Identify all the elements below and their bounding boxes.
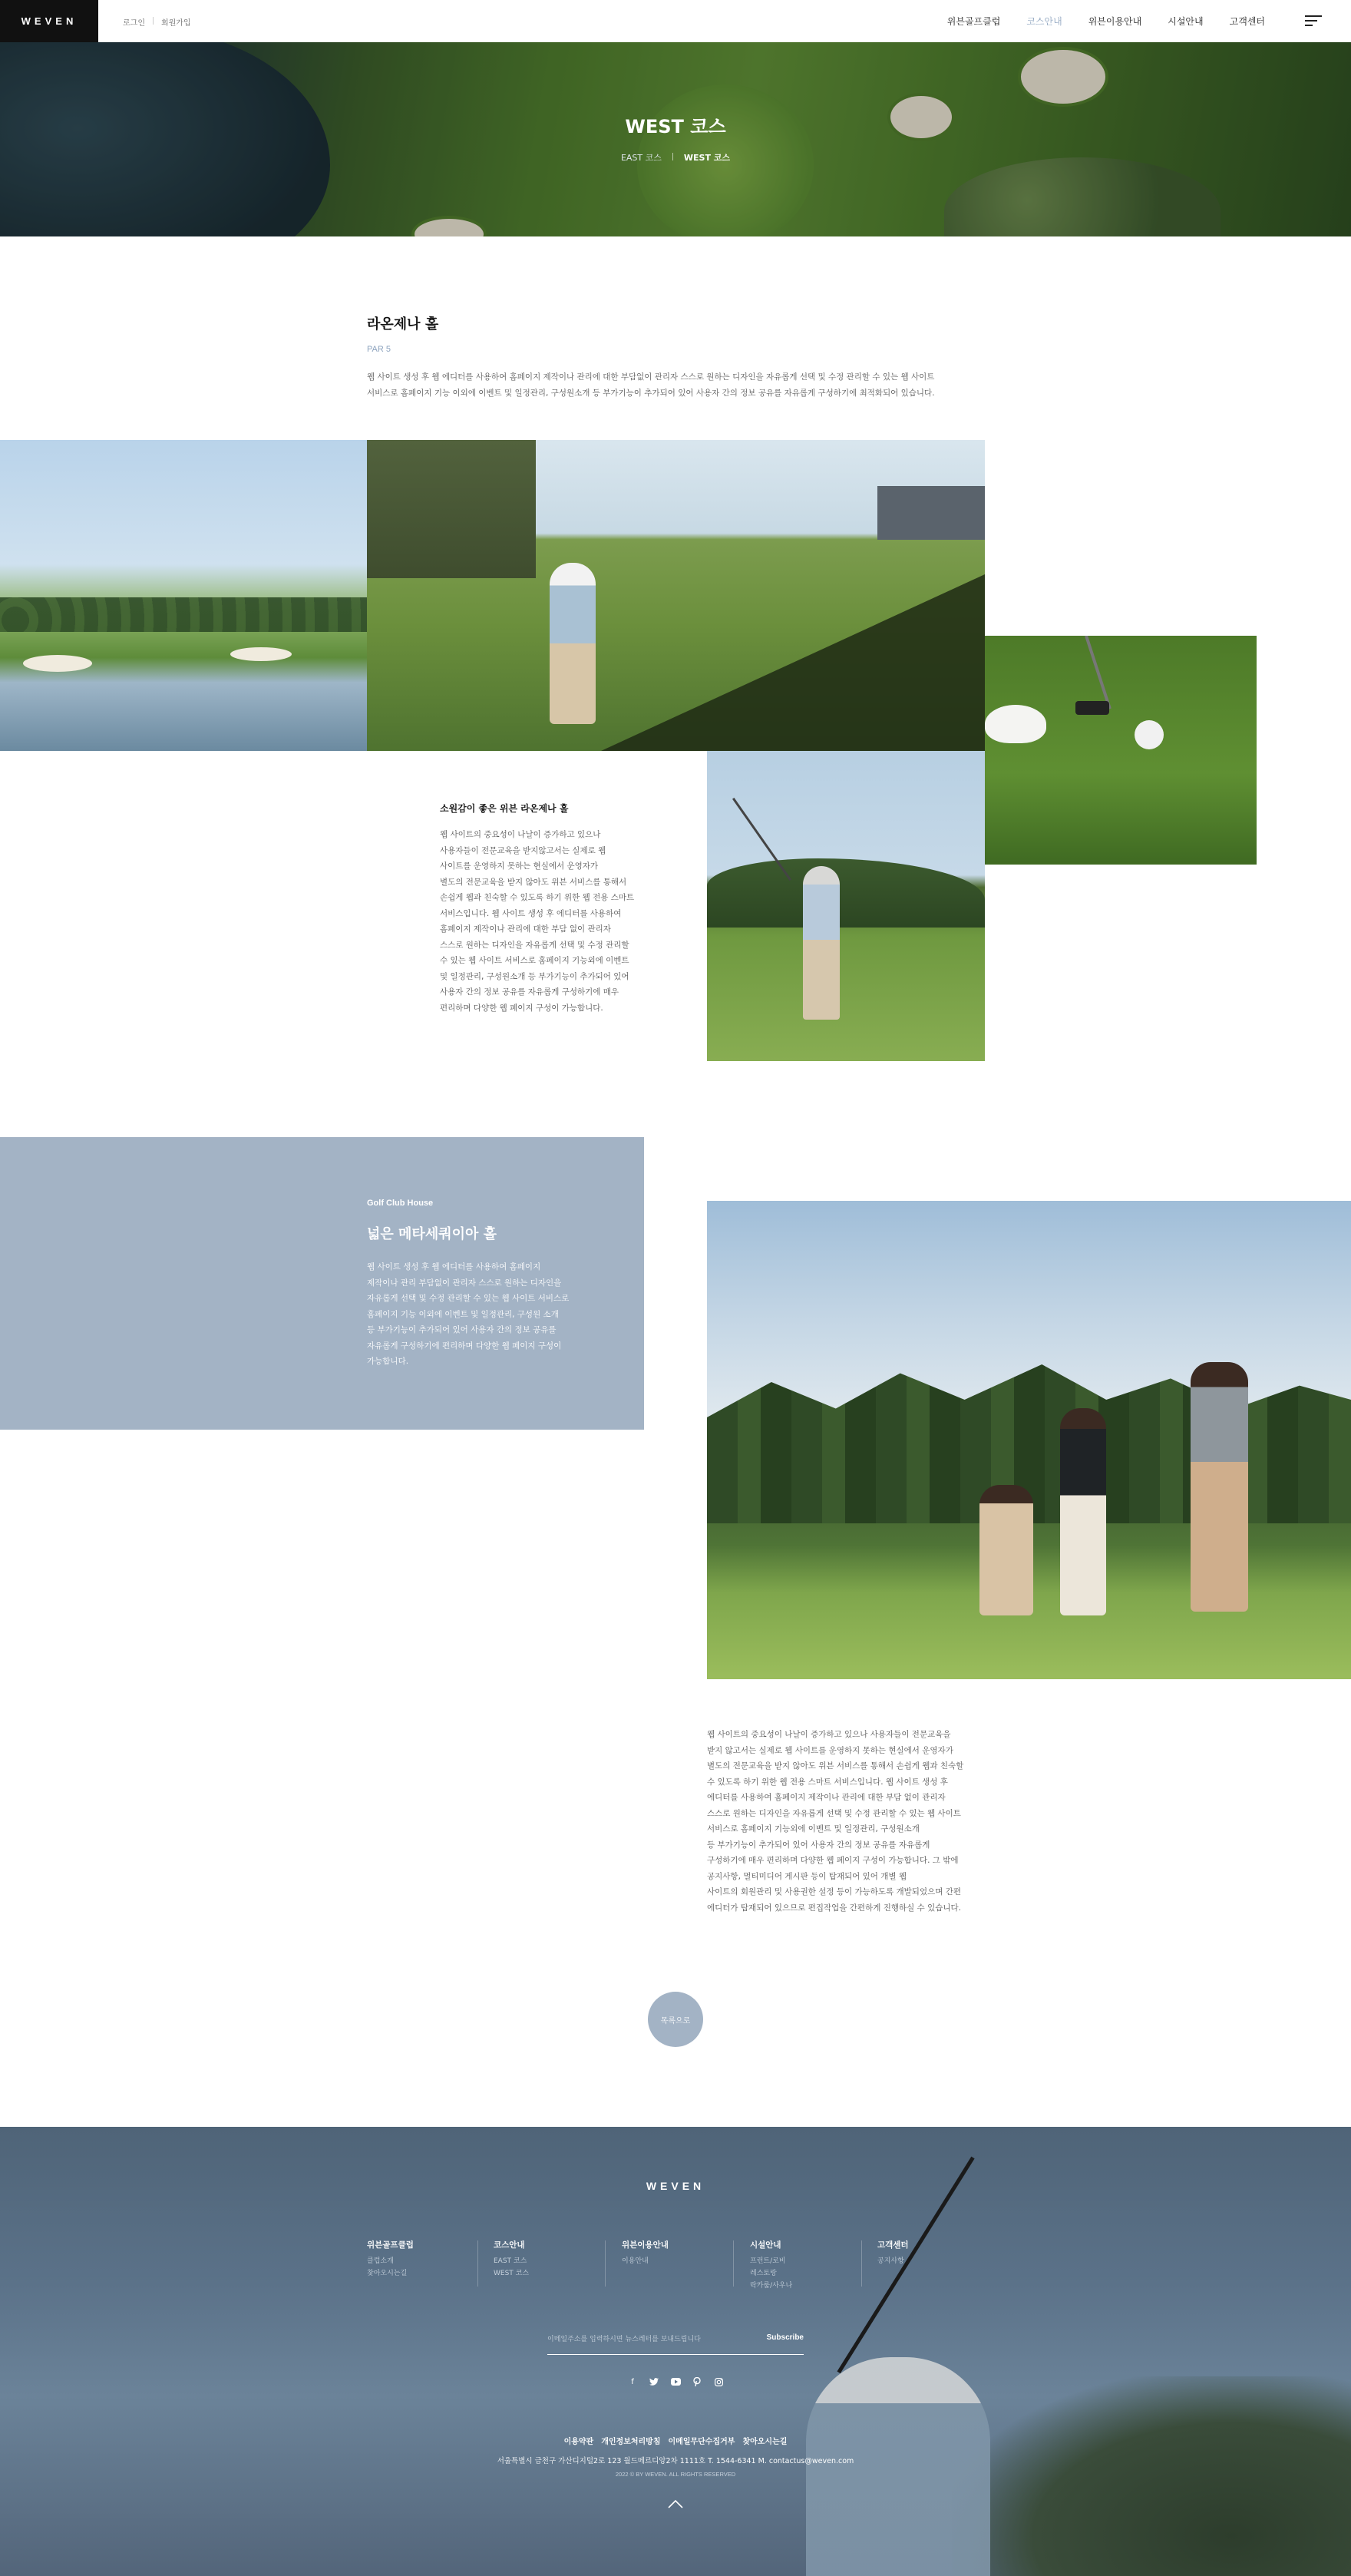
subscribe-button[interactable]: Subscribe: [766, 2333, 804, 2342]
site-logo[interactable]: WEVEN: [0, 0, 98, 42]
hole-description: 웹 사이트 생성 후 웹 에디터를 사용하여 홈페이지 제작이나 관리에 대한 부담없이 관리자 스스로 원하는 디자인을 자유롭게 선택 및 수정 관리할 수 있는 웹 사이트 서비스로 홈페이지 기능 이외에 이벤트 및 일정관리, 구성원소개 등 부가기능이 추가되어 있어 사용자 간의 정보 공유를 자유롭게 구성하기에 최적화되어 있습니다.: [367, 372, 935, 398]
youtube-icon[interactable]: [670, 2376, 681, 2387]
nav-item-club[interactable]: 위븐골프클럽: [946, 16, 1001, 27]
nav-item-course[interactable]: 코스안내: [1026, 16, 1062, 27]
footer-logo[interactable]: WEVEN: [646, 2180, 705, 2192]
twitter-icon[interactable]: [649, 2376, 659, 2387]
facebook-icon[interactable]: f: [631, 2377, 634, 2386]
nav-item-support[interactable]: 고객센터: [1229, 16, 1265, 27]
footer-col-course: 코스안내 EAST 코스 WEST 코스: [494, 2240, 530, 2277]
clubhouse-description: 웹 사이트 생성 후 웹 에디터를 사용하여 홈페이지 제작이나 관리 부담없이 관리자 스스로 원하는 디자인을 자유롭게 선택 및 수정 관리할 수 있는 웹 사이트 서비스로 홈페이지 기능 이외에 이벤트 및 일정관리, 구성원 소개 등 부가기능이 추가되어 있어 사용자 간의 정보 공유를 자유롭게 구성하기에 편리하며 다양한 웹 페이지 구성이 가능합니다.: [367, 1262, 570, 1366]
back-to-list-button[interactable]: 목록으로: [648, 1992, 703, 2047]
login-link[interactable]: 로그인: [123, 19, 145, 28]
tab-east-course[interactable]: EAST 코스: [620, 153, 662, 163]
feature-description: 웹 사이트의 중요성이 나날이 증가하고 있으나 사용자들이 전문교육을 받지않고서는 실제로 웹 사이트를 운영하지 못하는 현실에서 운영자가 별도의 전문교육을 받지 않아도 위븐 서비스를 통해서 손쉽게 웹과 친숙할 수 있도록 하기 위한 웹 전용 스마트 서비스입니다. 웹 사이트 생성 후 에디터를 사용하여 홈페이지 제작이나 관리에 대한 부담 없이 관리자 스스로 원하는 디자인을 자유롭게 선택 및 수정 관리할 수 있는 웹 사이트 서비스로 홈페이지 기능외에 이벤트 및 일정관리, 구성원소개 등 부가기능이 추가되어 있어 사용자 간의 정보 공유를 자유롭게 구성하기에 매우 편리하며 다양한 웹 페이지 구성이 가능합니다.: [440, 830, 635, 1013]
nav-item-guide[interactable]: 위븐이용안내: [1088, 16, 1142, 27]
nav-item-facility[interactable]: 시설안내: [1168, 16, 1204, 27]
newsletter-email-input[interactable]: [547, 2328, 747, 2351]
golfer-swing-photo: [707, 751, 985, 1061]
email-policy-link[interactable]: 이메일무단수집거부: [668, 2438, 735, 2446]
tab-west-course[interactable]: WEST 코스: [683, 153, 731, 163]
footer-col-support: 고객센터 공지사항: [877, 2240, 909, 2265]
footer-col-club: 위븐골프클럽 클럽소개 찾아오시는길: [367, 2240, 414, 2277]
site-header: [0, 0, 1351, 42]
course-tabs: [0, 151, 1351, 164]
social-links: [0, 2376, 1351, 2387]
feature-title: 소원감이 좋은 위븐 라온제나 홀: [440, 803, 569, 814]
footer-copyright: 2022 © BY WEVEN. ALL RIGHTS RESERVED: [615, 2471, 736, 2478]
terms-link[interactable]: 이용약관: [563, 2438, 594, 2446]
putting-photo: [985, 636, 1257, 865]
signup-link[interactable]: 회원가입: [160, 19, 191, 28]
newsletter-form: [547, 2328, 804, 2355]
directions-link[interactable]: 찾아오시는길: [742, 2438, 788, 2446]
clubhouse-body-text: 웹 사이트의 중요성이 나날이 증가하고 있으나 사용자들이 전문교육을 받지 않고서는 실제로 웹 사이트를 운영하지 못하는 현실에서 운영자가 별도의 전문교육을 받지 않아도 위븐 서비스를 통해서 손쉽게 웹과 친숙할 수 있도록 하기 위한 웹 전용 스마트 서비스입니다. 웹 사이트 생성 후 에디터를 사용하여 홈페이지 제작이나 관리에 대한 부담 없이 관리자 스스로 원하는 디자인을 자유롭게 선택 및 수정 관리할 수 있는 웹 사이트 서비스로 홈페이지 기능외에 이벤트 및 일정관리, 구성원소개 등 부가기능이 추가되어 있어 사용자 간의 정보 공유를 자유롭게 구성하기에 매우 편리하며 다양한 웹 페이지 구성이 가능합니다. 그 밖에 공지사항, 멀티미디어 게시판 등이 탑재되어 있어 개별 웹 사이트의 회원관리 및 사용권한 설정 등이 가능하도록 개발되었으며 간편 에디터가 탑재되어 있으므로 편집작업을 간편하게 진행하실 수 있습니다.: [707, 1730, 964, 1913]
footer-policy-links: [0, 2435, 1351, 2446]
golfers-group-photo: [707, 1201, 1351, 1679]
chevron-up-icon[interactable]: [667, 2498, 684, 2510]
util-links: [123, 16, 191, 28]
footer-col-facility: 시설안내 프런트/로비 레스토랑 락카룸/사우나: [750, 2240, 793, 2290]
footer-col-guide: 위븐이용안내 이용안내: [622, 2240, 669, 2265]
page-title: WEST 코스: [625, 116, 726, 137]
golfer-fairway-photo: [367, 440, 985, 751]
clubhouse-title: 넓은 메타세쿼이아 홀: [367, 1226, 497, 1242]
clubhouse-eyebrow: Golf Club House: [367, 1199, 434, 1208]
instagram-icon[interactable]: [713, 2376, 724, 2387]
util-divider: [153, 17, 154, 25]
pinterest-icon[interactable]: [692, 2376, 702, 2387]
footer-address: 서울특별시 금천구 가산디지털2로 123 월드메르디앙2차 1111호 T. 1544-6341 M. contactus@weven.com: [497, 2457, 854, 2465]
hole-par: PAR 5: [367, 345, 391, 354]
privacy-link[interactable]: 개인정보처리방침: [601, 2438, 661, 2446]
hero-banner: [0, 42, 1351, 236]
hamburger-icon[interactable]: [1305, 15, 1322, 26]
hole-title: 라온제나 홀: [367, 316, 439, 332]
course-lake-photo: [0, 440, 367, 751]
main-nav: [947, 15, 1265, 28]
